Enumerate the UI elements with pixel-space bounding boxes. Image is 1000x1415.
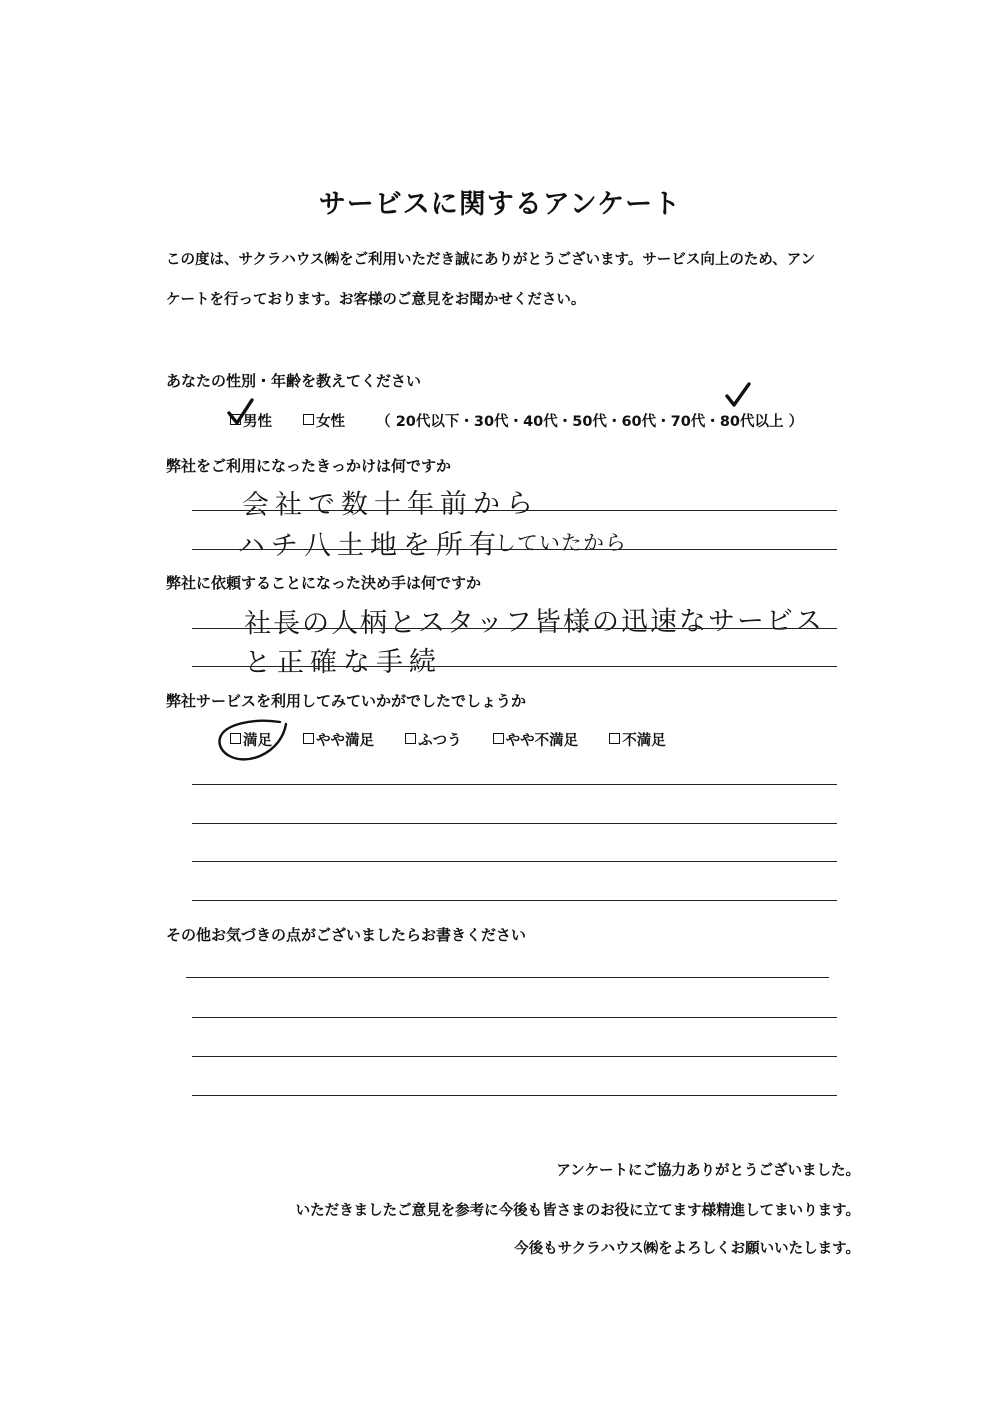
- answer-line: [192, 549, 837, 550]
- gender-age-options: [230, 410, 803, 431]
- question-satisfaction: 弊社サービスを利用してみていかがでしたでしょうか: [166, 692, 527, 710]
- age-separator: ・: [606, 414, 622, 430]
- satisfaction-option-somewhat-dissatisfied[interactable]: [493, 733, 579, 749]
- satisfaction-label: 満足: [243, 733, 272, 749]
- satisfaction-option-somewhat-satisfied[interactable]: [303, 733, 374, 749]
- checkbox-somewhat-satisfied[interactable]: [303, 733, 314, 744]
- answer-line: [192, 666, 837, 667]
- answer-line: [192, 823, 837, 824]
- footer-message: いただきましたご意見を参考に今後も皆さまのお役に立てます様精進してまいります。: [295, 1203, 860, 1219]
- satisfaction-label: やや満足: [316, 733, 375, 749]
- handwritten-answer-factor-1: 社長の人柄とスタッフ皆様の迅速なサービス: [243, 605, 825, 640]
- checkbox-female[interactable]: [303, 414, 314, 425]
- answer-line: [192, 784, 837, 785]
- answer-line: [192, 861, 837, 862]
- age-close-paren: ）: [788, 414, 804, 430]
- intro-line-1: この度は、サクラハウス㈱をご利用いただき誠にありがとうございます。サービス向上のため、アン: [166, 252, 816, 268]
- intro-line-2: ケートを行っております。お客様のご意見をお聞かせください。: [166, 292, 586, 308]
- handwritten-answer-reason-2a: ハチ八土地を所有: [237, 529, 503, 562]
- satisfaction-options: [230, 729, 692, 750]
- age-option-60s[interactable]: 60代: [621, 414, 657, 430]
- age-separator: ・: [557, 414, 573, 430]
- handwritten-answer-factor-2: と正確な手続: [243, 646, 443, 679]
- handwritten-circle-satisfied-icon: [214, 716, 294, 772]
- checkbox-neutral[interactable]: [405, 733, 416, 744]
- age-open-paren: （: [376, 414, 391, 430]
- age-separator: ・: [459, 414, 474, 430]
- gender-male-label: 男性: [243, 414, 272, 430]
- age-option-30s[interactable]: 30代: [473, 414, 509, 430]
- age-option-20s[interactable]: 20代以下: [395, 414, 460, 430]
- footer-closing: 今後もサクラハウス㈱をよろしくお願いいたします。: [514, 1241, 860, 1257]
- age-separator: ・: [508, 414, 524, 430]
- answer-line: [192, 1017, 837, 1018]
- footer-thanks: アンケートにご協力ありがとうございました。: [556, 1163, 860, 1179]
- age-option-70s[interactable]: 70代: [670, 414, 706, 430]
- age-option-50s[interactable]: 50代: [572, 414, 607, 430]
- age-separator: ・: [705, 414, 720, 430]
- checkbox-somewhat-dissatisfied[interactable]: [493, 733, 504, 744]
- satisfaction-label: ふつう: [418, 733, 462, 749]
- answer-line: [192, 1095, 837, 1096]
- answer-line: [186, 977, 829, 978]
- question-reason: 弊社をご利用になったきっかけは何ですか: [166, 457, 452, 475]
- question-other-comments: その他お気づきの点がございましたらお書きください: [166, 926, 527, 944]
- gender-option-female[interactable]: [303, 414, 345, 430]
- handwritten-answer-reason-1: 会社で数十年前から: [241, 488, 540, 521]
- answer-line: [192, 628, 837, 629]
- question-gender-age: あなたの性別・年齢を教えてください: [166, 372, 422, 390]
- checkbox-dissatisfied[interactable]: [609, 733, 620, 744]
- page-title: サービスに関するアンケート: [318, 189, 682, 220]
- answer-line: [192, 1056, 837, 1057]
- satisfaction-option-dissatisfied[interactable]: [609, 733, 666, 749]
- checkmark-male-icon: [226, 398, 256, 428]
- answer-line: [192, 510, 837, 511]
- question-deciding-factor: 弊社に依頼することになった決め手は何ですか: [166, 574, 482, 592]
- answer-line: [192, 900, 837, 901]
- handwritten-answer-reason-2b: していたから: [494, 530, 628, 556]
- age-option-80s[interactable]: 80代以上: [719, 414, 784, 430]
- gender-female-label: 女性: [316, 414, 346, 430]
- satisfaction-label: やや不満足: [505, 733, 579, 749]
- satisfaction-option-neutral[interactable]: [405, 733, 462, 749]
- age-option-40s[interactable]: 40代: [523, 414, 558, 430]
- satisfaction-label: 不満足: [622, 733, 666, 749]
- checkmark-70s-icon: [724, 382, 754, 412]
- age-separator: ・: [656, 414, 671, 430]
